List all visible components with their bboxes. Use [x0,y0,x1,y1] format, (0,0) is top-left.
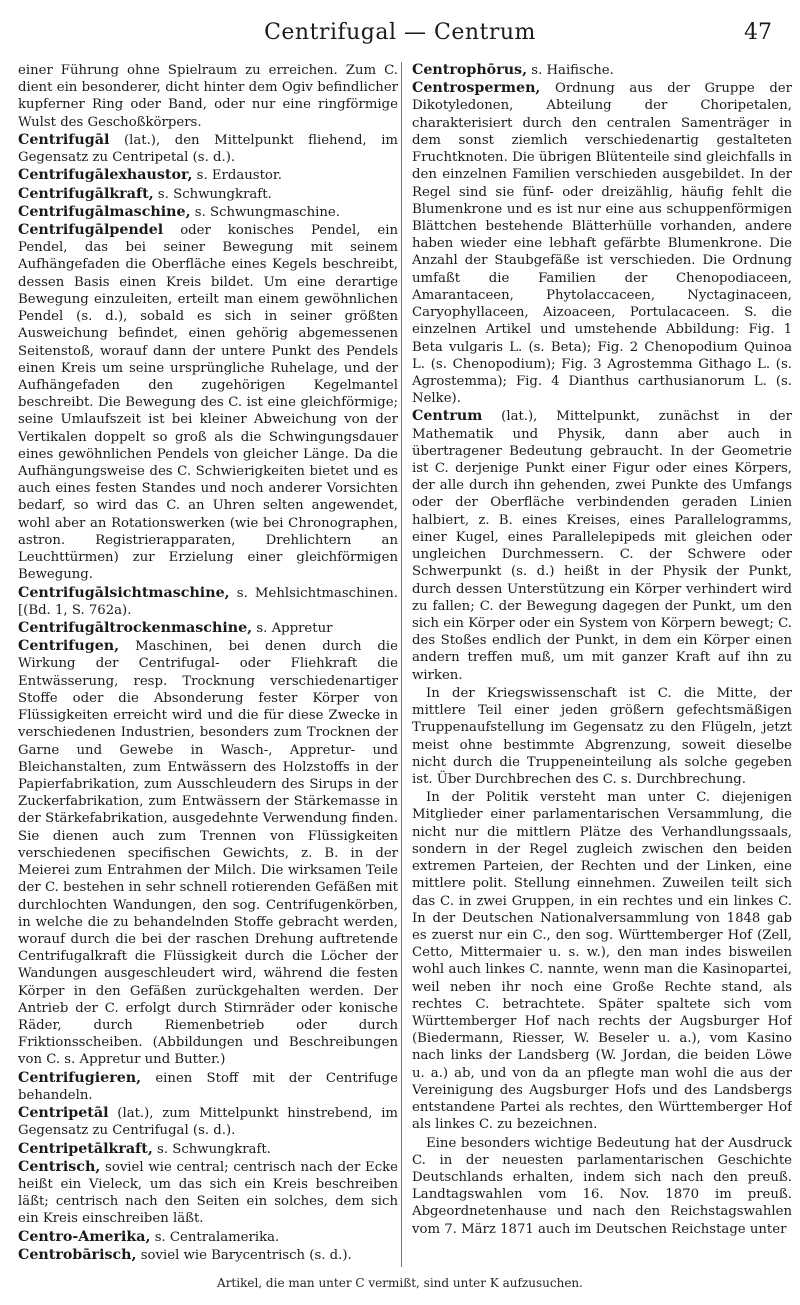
headword: Centrifugieren, [18,1069,142,1086]
article-entry [412,1135,792,1238]
headword: Centro-Amerika, [18,1228,151,1245]
page-header-title: Centrifugal — Centrum [264,20,536,45]
entry-text: (lat.), Mittelpunkt, zunächst in der Mathematik und Physik, dann aber auch in übertragener Bedeutung gebraucht. In der Geometrie ist C. derjenige Punkt einer Figur oder eines Körpers, der alle durch ihn gehenden, zwei Punkte des Umfangs oder der Oberfläche verbindenden geraden Linien halbiert, z. B. eines Kreises, eines Parallelogramms, einer Kugel, eines Parallelepipeds mit gleichen oder ungleichen Durchmessern. C. der Schwere oder Schwerpunkt (s. d.) heißt in der Physik der Punkt, durch dessen Unterstützung ein Körper verhindert wird zu fallen; C. der Bewegung dagegen der Punkt, um den sich ein Körper oder ein System von Körpern bewegt; C. des Stoßes endlich der Punkt, in dem ein Körper einen andern treffen muß, um mit ganzer Kraft auf ihn zu wirken. [412,409,792,683]
article-entry [18,1247,398,1264]
entry-text: Maschinen, bei denen durch die Wirkung der Centrifugal- oder Fliehkraft die Entwässerung, resp. Trocknung verschiedenartiger Stoffe oder die Absonderung fester Körper von Flüssigkeiten erreicht wird und die für diese Zwecke in verschiedenen Industrien, besonders zum Trocknen der Garne und Gewebe in Wasch-, Appretur- und Bleichanstalten, zum Entwässern des Holzstoffs in der Papierfabrikation, zum Ausschleudern des Sirups in der Zuckerfabrikation, zum Entwässern der Stärkemasse in der Stärkefabrikation, ausgedehnte Verwendung finden. Sie dienen auch zum Trennen von Flüssigkeiten verschiedenen specifischen Gewichts, z. B. in der Meierei zum Entrahmen der Milch. Die wirksamen Teile der C. bestehen in sehr schnell rotierenden Gefäßen mit durchlochten Wandungen, den sog. Centrifugenkörben, in welche die zu behandelnden Stoffe gebracht werden, worauf durch die bei der raschen Drehung auftretende Centrifugalkraft die Flüssigkeit durch die Löcher der Wandungen ausgeschleudert wird, während die festen Körper in den Gefäßen zurückgehalten werden. Der Antrieb der C. erfolgt durch Stirnräder oder konische Räder, durch Riemenbetrieb oder durch Friktionsscheiben. (Abbildungen und Beschreibungen von C. s. Appretur und Butter.) [18,639,398,1068]
entry-text: s. Schwungkraft. [157,186,272,202]
headword: Centrifugālpendel [18,221,164,238]
headword: Centrifugālsichtmaschine, [18,584,230,601]
left-column [18,62,398,1267]
entry-text: soviel wie central; centrisch nach der Ecke heißt ein Vieleck, um das sich ein Kreis beschreiben läßt; centrisch nach den Seiten ein solches, dem sich ein Kreis einschreiben läßt. [18,1159,398,1227]
entry-text: s. Appretur [256,621,333,636]
headword: Centrifugālexhaustor, [18,167,193,184]
article-entry [18,1105,398,1139]
headword: Centrifugālmaschine, [18,203,191,220]
headword: Centrobārisch, [18,1246,137,1263]
entry-text: soviel wie Barycentrisch (s. d.). [140,1247,352,1263]
article-entry [412,685,792,788]
article-entry [18,222,398,584]
entry-text: s. Haifische. [531,63,614,78]
article-entry [18,62,398,131]
article-entry [18,132,398,166]
entry-text: s. Schwungmaschine. [194,204,340,220]
article-entry [18,186,398,203]
article-entry [412,408,792,684]
article-entry [18,1229,398,1246]
headword: Centrospermen, [412,80,541,97]
article-entry [18,167,398,184]
column-divider [401,62,402,1267]
article-entry [18,1159,398,1228]
headword: Centripetāl [18,1105,109,1122]
entry-text: einer Führung ohne Spielraum zu erreichen. Zum C. dient ein besonderer, dicht hinter dem Ogiv befindlicher kupferner Ring oder Band, oder nur eine ringförmige Wulst des Geschoßkörpers. [18,63,398,130]
article-entry [18,638,398,1068]
article-entry [412,62,792,79]
article-entry [18,204,398,221]
article-entry [18,1141,398,1158]
entry-text: Ordnung aus der Gruppe der Dikotyledonen, Abteilung der Choripetalen, charakterisiert durch den centralen Samenträger in dem sonst ziemlich verschiedenartig gestalteten Fruchtknoten. Die übrigen Blütenteile sind gleichfalls in den einzelnen Familien verschieden ausgebildet. In der Regel sind sie fünf- oder dreizählig, häufig fehlt die Blumenkrone und es ist nur eine aus schuppenförmigen Blättchen bestehende Blätterhülle vorhanden, andere haben wieder eine lebhaft gefärbte Blumenkrone. Die Anzahl der Staubgefäße ist verschieden. Die Ordnung umfaßt die Familien der Chenopodiaceen, Amarantaceen, Phytolaccaceen, Nyctaginaceen, Caryophyllaceen, Aizoaceen, Portulacaceen. S. die einzelnen Artikel und umstehende Abbildung: Fig. 1 Beta vulgaris L. (s. Beta); Fig. 2 Chenopodium Quinoa L. (s. Chenopodium); Fig. 3 Agrostemma Githago L. (s. Agrostemma); Fig. 4 Dianthus carthusianorum L. (s. Nelke). [412,81,792,407]
entry-text: In der Kriegswissenschaft ist C. die Mitte, der mittlere Teil einer jeden größern gefechtsmäßigen Truppenaufstellung im Gegensatz zu den Flügeln, jetzt meist ohne bestimmte Abgrenzung, soweit dieselbe nicht durch die Truppeneinteilung als solche gegeben ist. Über Durchbrechen des C. s. Durchbrechung. [412,685,792,787]
entry-text: s. Centralamerika. [154,1229,280,1245]
headword: Centripetālkraft, [18,1140,153,1157]
article-entry [18,1070,398,1104]
headword: Centrifugen, [18,638,120,655]
headword: Centrisch, [18,1158,101,1175]
article-entry [18,585,398,619]
headword: Centrum [412,408,483,425]
entry-text: (lat.), den Mittelpunkt fliehend, im Gegensatz zu Centripetal (s. d.). [18,132,398,166]
page-number: 47 [744,20,772,45]
entry-text: oder konisches Pendel, ein Pendel, das bei seiner Bewegung mit seinem Aufhängefaden die Oberfläche eines Kegels beschreibt, dessen Basis einen Kreis bildet. Um eine derartige Bewegung einzuleiten, erteilt man einem gewöhnlichen Pendel (s. d.), sobald es sich in seiner größten Ausweichung befindet, einen gehörig abgemessenen Seitenstoß, worauf dann der untere Punkt des Pendels einen Kreis um seine ursprüngliche Ruhelage, und der Aufhängefaden den zugehörigen Kegelmantel beschreibt. Die Bewegung des C. ist eine gleichförmige; seine Umlaufszeit ist bei kleiner Abweichung von der Vertikalen doppelt so groß als die Schwingungsdauer eines gewöhnlichen Pendels von gleicher Länge. Da die Aufhängungsweise des C. Schwierigkeiten bietet und es auch eines festen Standes und noch anderer Vorsichten bedarf, so wird das C. an Uhren selten angewendet, wohl aber an Rotationswerken (wie bei Chronographen, astron. Registrierapparaten, Drehlichtern an Leuchttürmen) zur Erzielung einer gleichförmigen Bewegung. [18,222,398,583]
entry-text: s. Erdaustor. [196,168,282,184]
article-entry [18,620,398,637]
right-column [412,62,792,1267]
entry-text: s. Mehlsichtmaschinen. [(Bd. 1, S. 762a). [18,585,398,618]
entry-text: einen Stoff mit der Centrifuge behandeln. [18,1070,398,1103]
article-entry [412,789,792,1133]
entry-text: (lat.), zum Mittelpunkt hinstrebend, im Gegensatz zu Centrifugal (s. d.). [18,1106,398,1139]
headword: Centrifugāltrockenmaschine, [18,620,253,636]
entry-text: Eine besonders wichtige Bedeutung hat der Ausdruck C. in der neuesten parlamentarischen Geschichte Deutschlands erhalten, indem sich nach den preuß. Landtagswahlen vom 16. Nov. 1870 im preuß. Abgeordnetenhause und nach den Reichstagswahlen vom 7. März 1871 auch im Deutschen Reichstage unter [412,1135,792,1237]
entry-text: s. Schwungkraft. [157,1141,271,1157]
entry-text: In der Politik versteht man unter C. diejenigen Mitglieder einer parlamentarischen Versammlung, die nicht nur die mittlern Plätze des Verhandlungssaals, sondern in der Regel zugleich zwischen den beiden extremen Parteien, der Rechten und der Linken, eine mittlere polit. Stellung einnehmen. Zuweilen teilt sich das C. in zwei Gruppen, in ein rechtes und ein linkes C. In der Deutschen Nationalversammlung von 1848 gab es zuerst nur ein C., den sog. Württemberger Hof (Zell, Cetto, Mittermaier u. s. w.), den man indes bisweilen wohl auch linkes C. nannte, wenn man die Kasinopartei, weil neben ihr noch eine Große Rechte stand, als rechtes C. betrachtete. Später spaltete sich vom Württemberger Hof nach rechts der Augsburger Hof (Biedermann, Riesser, W. Beseler u. a.), vom Kasino nach links der Landsberg (W. Jordan, die beiden Löwe u. a.) ab, und von da an pflegte man wohl die aus der Vereinigung des Augsburger Hofs und des Landsbergs entstandene Partei als rechtes, den Württemberger Hof als linkes C. zu bezeichnen. [412,790,792,1133]
headword: Centrifugāl [18,131,110,148]
running-head [22,12,778,54]
footer-note: Artikel, die man unter C vermißt, sind unter K aufzusuchen. [217,1276,583,1290]
headword: Centrophōrus, [412,62,528,78]
headword: Centrifugālkraft, [18,185,154,202]
article-entry [412,80,792,407]
